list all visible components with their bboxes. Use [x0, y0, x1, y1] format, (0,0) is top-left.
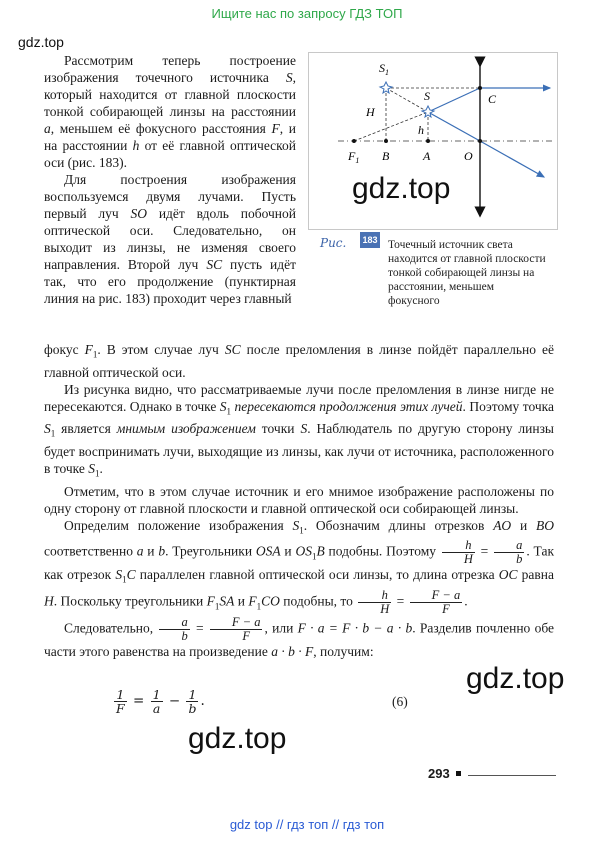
- equation-6: $\frac{1}{F}$ = $\frac{1}{a}$ − $\frac{1}{b}$ .: [116, 687, 205, 716]
- fraction: $\frac{h}{H}$: [442, 539, 475, 566]
- full-paragraph-5: Следовательно, $\frac{a}{b}$ = $\frac{F - a}{F}$ , или F · a = F · b − a · b. Разделив почленно обе части этого равенства на произведение a · b · F, получим:: [44, 615, 555, 660]
- full-width-text: [44, 341, 554, 660]
- equation-number: (6): [392, 694, 408, 709]
- label-s: S: [424, 89, 430, 103]
- fraction: $\frac{a}{b}$: [159, 616, 189, 643]
- caption-label: Рис.: [320, 236, 347, 250]
- star-s-icon: [422, 106, 434, 117]
- fraction: $\frac{F - a}{F}$: [210, 616, 263, 643]
- corner-watermark: gdz.top: [18, 34, 64, 50]
- label-s1: $S_1$: [379, 61, 389, 77]
- star-s1-icon: [380, 82, 392, 93]
- watermark-1: gdz.top: [352, 172, 451, 205]
- caption-number: 183: [360, 232, 380, 248]
- column-text: [44, 52, 296, 307]
- full-paragraph-3: Отметим, что в этом случае источник и его мнимое изображение расположены по одну сторону от главной плоскости и главной оптической оси собирающей линзы.: [44, 483, 554, 516]
- ray-sc: [428, 88, 480, 112]
- full-paragraph-4: Определим положение изображения $S_1$. Обозначим длины отрезков AO и BO соответственно a и b. Треугольники OSA и $OS_1B$ подобны. Поэтому $\frac{h}{H}$ = $\frac{a}{b}$ . Так как отрезок $S_1C$ параллелен главной оптической оси линзы, то длина отрезка OC равна H. Поскольку треугольники $F_1SA$ и $F_1CO$ подобны, то $\frac{h}{H}$ = $\frac{F - a}{F}$ .: [44, 517, 554, 617]
- column-paragraph-2: Для построения изображения воспользуемся двумя лучами. Пусть первый луч SO идёт вдоль побочной оптической оси. Следовательно, он выходит из линзы, не изменяя своего направления. Второй луч SC пусть идёт так, что его продолжение (пунктирная линия на рис. 183) проходит через главный: [44, 172, 296, 306]
- column-paragraph-1: Рассмотрим теперь построение изображения точечного источника S, который находится от главной плоскости тонкой собирающей линзы на расстоянии a, меньшем её фокусного расстояния F, и на расстоянии h от её главной оптической оси (рис. 183).: [44, 53, 296, 170]
- point-a: [426, 139, 430, 143]
- fraction: $\frac{F - a}{F}$: [410, 589, 463, 616]
- watermark-3: gdz.top: [188, 722, 287, 755]
- full-paragraph-2: Из рисунка видно, что рассматриваемые лучи после преломления в линзе нигде не пересекаются. Однако в точке $S_1$ пересекаются продолжения этих лучей. Поэтому точка $S_1$ является мнимым изображением точки S. Наблюдатель по другую сторону линзы будет воспринимать лучи, выходящие из линзы, как лучи от источника, расположенного в точке $S_1$.: [44, 381, 554, 479]
- page-number: 293: [428, 766, 450, 781]
- fraction: $\frac{h}{H}$: [358, 589, 391, 616]
- ray-o-out: [480, 141, 544, 177]
- eq-term1: $\frac{1}{a}$: [152, 687, 161, 716]
- line-s1-s: [386, 88, 428, 112]
- label-h-small: h: [418, 123, 424, 137]
- ray-so: [428, 112, 480, 141]
- top-banner: Ищите нас по запросу ГДЗ ТОП: [211, 6, 403, 21]
- eq-term2: $\frac{1}{b}$: [188, 687, 197, 716]
- point-f1: [352, 139, 356, 143]
- label-o: O: [464, 149, 473, 163]
- page-rule: [468, 775, 556, 776]
- figure-caption: Точечный источник света находится от главной плоскости тонкой собирающей линзы на расстоянии, меньшем фокусного: [388, 239, 546, 307]
- point-c: [478, 86, 482, 90]
- eq-lhs: $\frac{1}{F}$: [116, 687, 125, 716]
- label-c: C: [488, 92, 497, 106]
- fraction: $\frac{a}{b}$: [494, 539, 524, 566]
- footer-watermark: gdz top // гдз топ // гдз топ: [229, 817, 385, 832]
- label-a: A: [423, 149, 431, 163]
- point-o: [478, 139, 482, 143]
- full-paragraph-1: фокус $F_1$. В этом случае луч SC после преломления в линзе пойдёт параллельно её главной оптической оси.: [44, 342, 554, 380]
- label-f1: $F_1$: [348, 149, 360, 165]
- watermark-2: gdz.top: [466, 662, 565, 695]
- point-b: [384, 139, 388, 143]
- label-h-big: H: [366, 105, 375, 119]
- page-marker: [456, 771, 461, 776]
- label-b: B: [382, 149, 390, 163]
